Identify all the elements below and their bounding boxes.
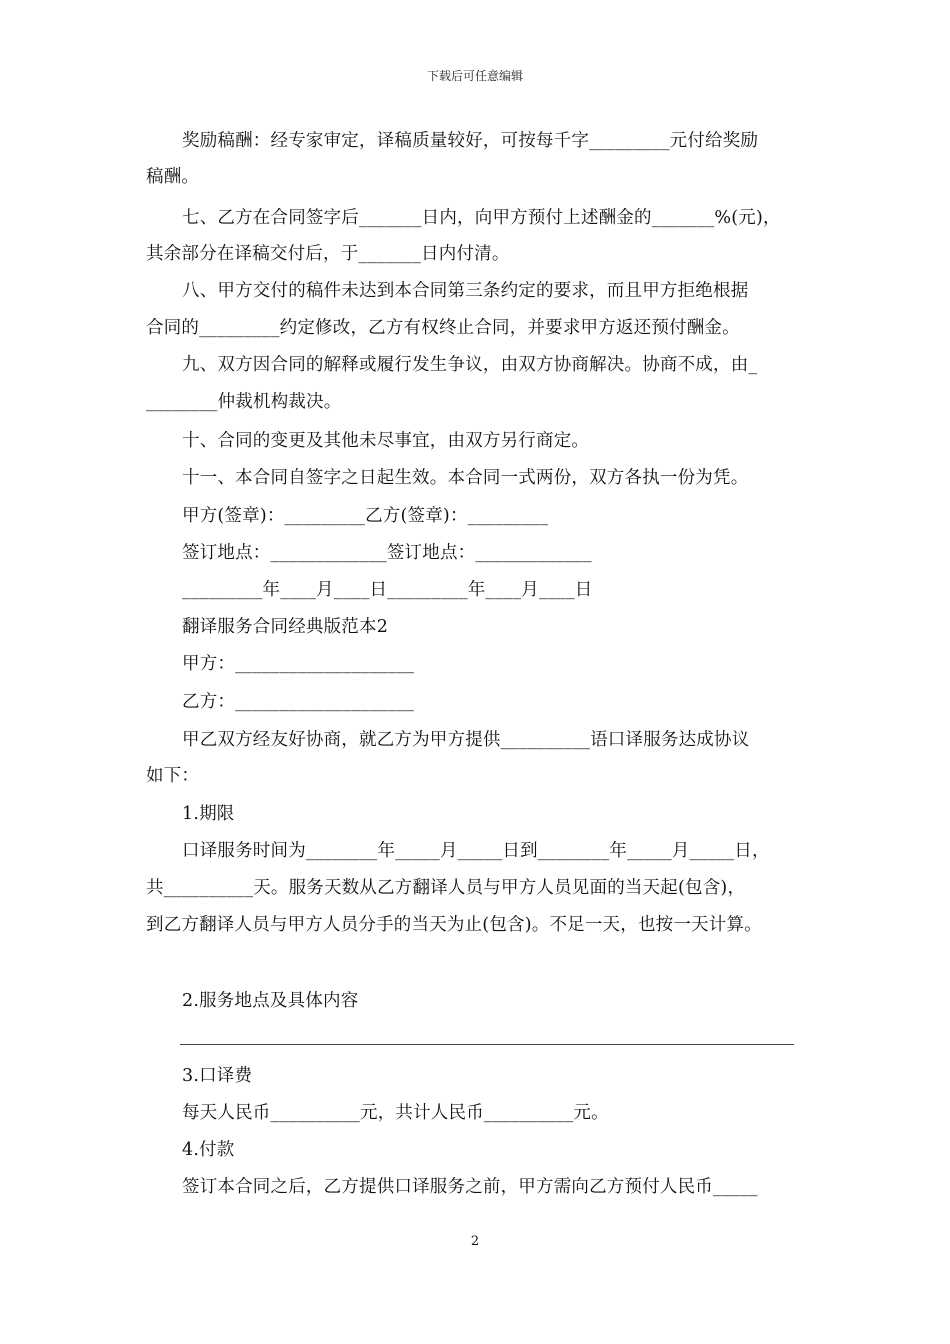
clause-7-line-1: 七、乙方在合同签字后_______日内，向甲方预付上述酬金的_______%(元)，: [182, 208, 781, 228]
paragraph-reward-line-2: 稿酬。: [146, 167, 200, 187]
heading-term: 1.期限: [182, 804, 235, 824]
paragraph-reward-line-1: 奖励稿酬：经专家审定，译稿质量较好，可按每千字_________元付给奖励: [182, 131, 759, 151]
fee-line: 每天人民币__________元，共计人民币__________元。: [182, 1103, 609, 1123]
clause-9-line-1: 九、双方因合同的解释或履行发生争议，由双方协商解决。协商不成，由_: [182, 355, 758, 375]
blank-rule: [180, 1044, 794, 1045]
clause-11: 十一、本合同自签字之日起生效。本合同一式两份，双方各执一份为凭。: [182, 468, 749, 488]
page-number: 2: [470, 1234, 480, 1249]
party-b-field: 乙方：____________________: [182, 692, 415, 712]
clause-7-line-2: 其余部分在译稿交付后，于_______日内付清。: [146, 244, 510, 264]
signature-line: 甲方(签章)：_________乙方(签章)：_________: [182, 506, 549, 526]
clause-8-line-2: 合同的_________约定修改，乙方有权终止合同，并要求甲方返还预付酬金。: [146, 318, 740, 338]
heading-interpretation-fee: 3.口译费: [182, 1066, 253, 1086]
page-header: 下载后可任意编辑: [426, 69, 523, 83]
term-line-1: 口译服务时间为________年_____月_____日到________年_____月_____日，: [182, 841, 770, 861]
term-line-3: 到乙方翻译人员与甲方人员分手的当天为止(包含)。不足一天，也按一天计算。: [146, 915, 762, 935]
section-title: 翻译服务合同经典版范本2: [182, 617, 389, 637]
clause-9-line-2: ________仲裁机构裁决。: [146, 392, 342, 412]
agreement-intro-line-2: 如下：: [146, 766, 200, 786]
clause-10: 十、合同的变更及其他未尽事宜，由双方另行商定。: [182, 431, 590, 451]
signing-place-line: 签订地点：_____________签订地点：_____________: [182, 543, 592, 563]
clause-8-line-1: 八、甲方交付的稿件未达到本合同第三条约定的要求，而且甲方拒绝根据: [182, 281, 749, 301]
agreement-intro-line-1: 甲乙双方经友好协商，就乙方为甲方提供__________语口译服务达成协议: [182, 730, 750, 750]
payment-line: 签订本合同之后，乙方提供口译服务之前，甲方需向乙方预付人民币_____: [182, 1177, 758, 1197]
date-line: _________年____月____日_________年____月____日: [182, 580, 593, 600]
party-a-field: 甲方：____________________: [182, 654, 415, 674]
heading-service-location: 2.服务地点及具体内容: [182, 991, 359, 1011]
heading-payment: 4.付款: [182, 1140, 235, 1160]
term-line-2: 共__________天。服务天数从乙方翻译人员与甲方人员见面的当天起(包含)，: [146, 878, 746, 898]
